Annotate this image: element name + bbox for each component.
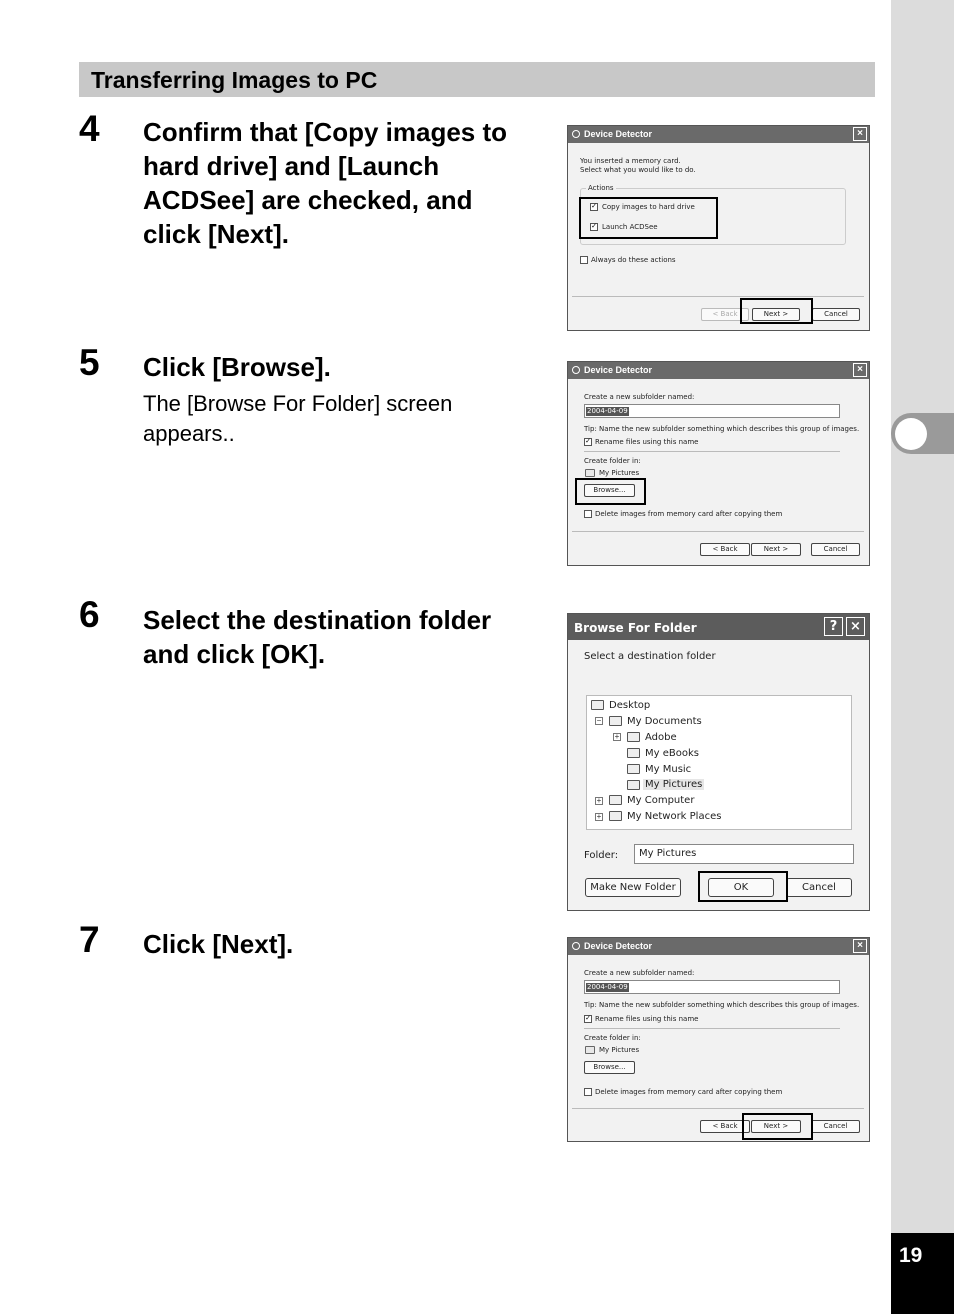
separator [572,296,864,297]
group-label: Actions [588,184,614,192]
browse-button[interactable]: Browse... [584,1061,635,1074]
computer-icon [609,795,622,805]
make-new-folder-button[interactable]: Make New Folder [585,878,681,897]
folder-icon [585,469,595,477]
subfolder-name-input[interactable] [584,980,840,994]
tree-item-my-ebooks[interactable]: My eBooks [645,748,699,759]
close-icon[interactable]: × [853,363,867,377]
highlight-box [742,1113,813,1140]
checkbox-label: Delete images from memory card after copying them [595,510,783,518]
step-title: Click [Browse]. [143,352,331,382]
back-button[interactable]: < Back [700,1120,750,1133]
close-icon[interactable]: × [853,127,867,141]
section-header [79,62,875,97]
tree-item-my-computer[interactable]: My Computer [627,795,695,806]
launch-acdsee-checkbox[interactable]: ✓ [591,223,597,230]
separator [572,531,864,532]
delete-images-checkbox[interactable] [584,510,592,518]
step-number: 6 [79,594,100,635]
delete-images-checkbox[interactable] [584,1088,592,1096]
dialog-title: Browse For Folder [574,621,697,635]
browse-button[interactable]: Browse... [584,484,635,497]
back-button[interactable]: < Back [701,308,749,321]
rename-checkbox[interactable]: ✓ [585,438,591,445]
dialog-title: Device Detector [584,941,653,951]
folder-icon [585,1046,595,1054]
prompt-text: Select a destination folder [584,651,716,662]
checkbox-label: Always do these actions [591,256,676,264]
network-icon [609,811,622,821]
description-line: appears.. [143,421,235,446]
pictures-folder-icon [627,780,640,790]
subfolder-name-value: 2004-04-09 [587,983,628,991]
next-button[interactable]: Next > [751,543,801,556]
tip-text: Tip: Name the new subfolder something which describes this group of images. [584,425,860,433]
tree-item-my-network-places[interactable]: My Network Places [627,811,722,822]
step-title-line: Confirm that [Copy images to [143,117,508,147]
cancel-button[interactable]: Cancel [786,878,852,897]
separator [572,1108,864,1109]
step-number: 7 [79,919,100,960]
subfolder-name-value: 2004-04-09 [587,407,628,415]
step-number: 4 [79,108,100,149]
page-number: 19 [899,1244,923,1267]
highlight-box [579,197,718,239]
checkbox-label: Launch ACDSee [602,223,658,231]
intro-text: Select what you would like to do. [580,166,696,174]
checkbox-label: Rename files using this name [595,1015,699,1023]
documents-folder-icon [609,716,622,726]
back-button[interactable]: < Back [700,543,750,556]
step-title-line: Select the destination folder [143,605,492,635]
dialog-title: Device Detector [584,365,653,375]
app-icon [572,366,580,374]
folder-path: My Pictures [599,469,640,477]
checkbox-label: Delete images from memory card after copying them [595,1088,783,1096]
cancel-button[interactable]: Cancel [811,1120,860,1133]
cancel-button[interactable]: Cancel [812,308,860,321]
tree-item-adobe[interactable]: Adobe [645,732,677,743]
expand-icon[interactable]: + [596,796,602,805]
app-icon [572,942,580,950]
highlight-box [740,298,813,324]
folder-label: Folder: [584,850,619,861]
step-title-line: click [Next]. [143,219,289,249]
dialog-titlebar [568,938,869,955]
separator [584,1028,840,1029]
desktop-icon [591,700,604,710]
device-detector-dialog [567,937,870,1142]
folder-icon [627,748,640,758]
step-title [143,603,491,671]
step-number: 5 [79,342,100,383]
step-description [143,389,452,449]
field-label: Create folder in: [584,457,641,465]
intro-text: You inserted a memory card. [580,157,681,165]
rename-checkbox[interactable]: ✓ [585,1015,591,1022]
field-label: Create a new subfolder named: [584,969,695,977]
section-title: Transferring Images to PC [91,67,378,93]
dialog-titlebar [568,126,869,143]
chapter-marker-icon [895,418,927,450]
step-title: Click [Next]. [143,929,294,959]
collapse-icon[interactable]: − [596,716,602,725]
step-title [143,115,507,251]
tip-text: Tip: Name the new subfolder something which describes this group of images. [584,1001,860,1009]
ok-button[interactable]: OK [708,878,774,897]
step-title-line: hard drive] and [Launch [143,151,440,181]
step-title-line: and click [OK]. [143,639,326,669]
tree-item-my-pictures[interactable]: My Pictures [645,779,703,790]
music-folder-icon [627,764,640,774]
subfolder-name-input[interactable] [584,404,840,418]
step-title-line: ACDSee] are checked, and [143,185,473,215]
tree-item-my-music[interactable]: My Music [645,764,692,775]
tree-item-desktop[interactable]: Desktop [609,700,651,711]
next-button[interactable]: Next > [752,308,800,321]
field-label: Create folder in: [584,1034,641,1042]
cancel-button[interactable]: Cancel [811,543,860,556]
highlight-box [575,478,646,505]
device-detector-dialog [567,125,870,331]
checkbox-label: Rename files using this name [595,438,699,446]
folder-input-value: My Pictures [639,848,697,859]
close-icon[interactable]: × [846,617,865,636]
folder-path: My Pictures [599,1046,640,1054]
separator [584,451,840,452]
field-label: Create a new subfolder named: [584,393,695,401]
expand-icon[interactable]: + [614,732,620,741]
dialog-titlebar [568,362,869,379]
help-icon[interactable]: ? [824,617,843,636]
checkbox-label: Copy images to hard drive [602,203,695,211]
highlight-box [698,871,788,902]
folder-input[interactable] [634,844,854,864]
dialog-title: Device Detector [584,129,653,139]
description-line: The [Browse For Folder] screen [143,391,453,416]
folder-icon [627,732,640,742]
dialog-titlebar [568,614,869,640]
side-strip [891,0,954,1314]
browse-for-folder-dialog [567,613,870,911]
app-icon [572,130,580,138]
next-button[interactable]: Next > [751,1120,801,1133]
folder-tree[interactable] [586,695,852,830]
tree-item-my-documents[interactable]: My Documents [627,716,702,727]
copy-images-checkbox[interactable]: ✓ [591,203,597,210]
close-icon[interactable]: × [853,939,867,953]
device-detector-dialog [567,361,870,566]
always-checkbox[interactable] [580,256,588,264]
expand-icon[interactable]: + [596,812,602,821]
